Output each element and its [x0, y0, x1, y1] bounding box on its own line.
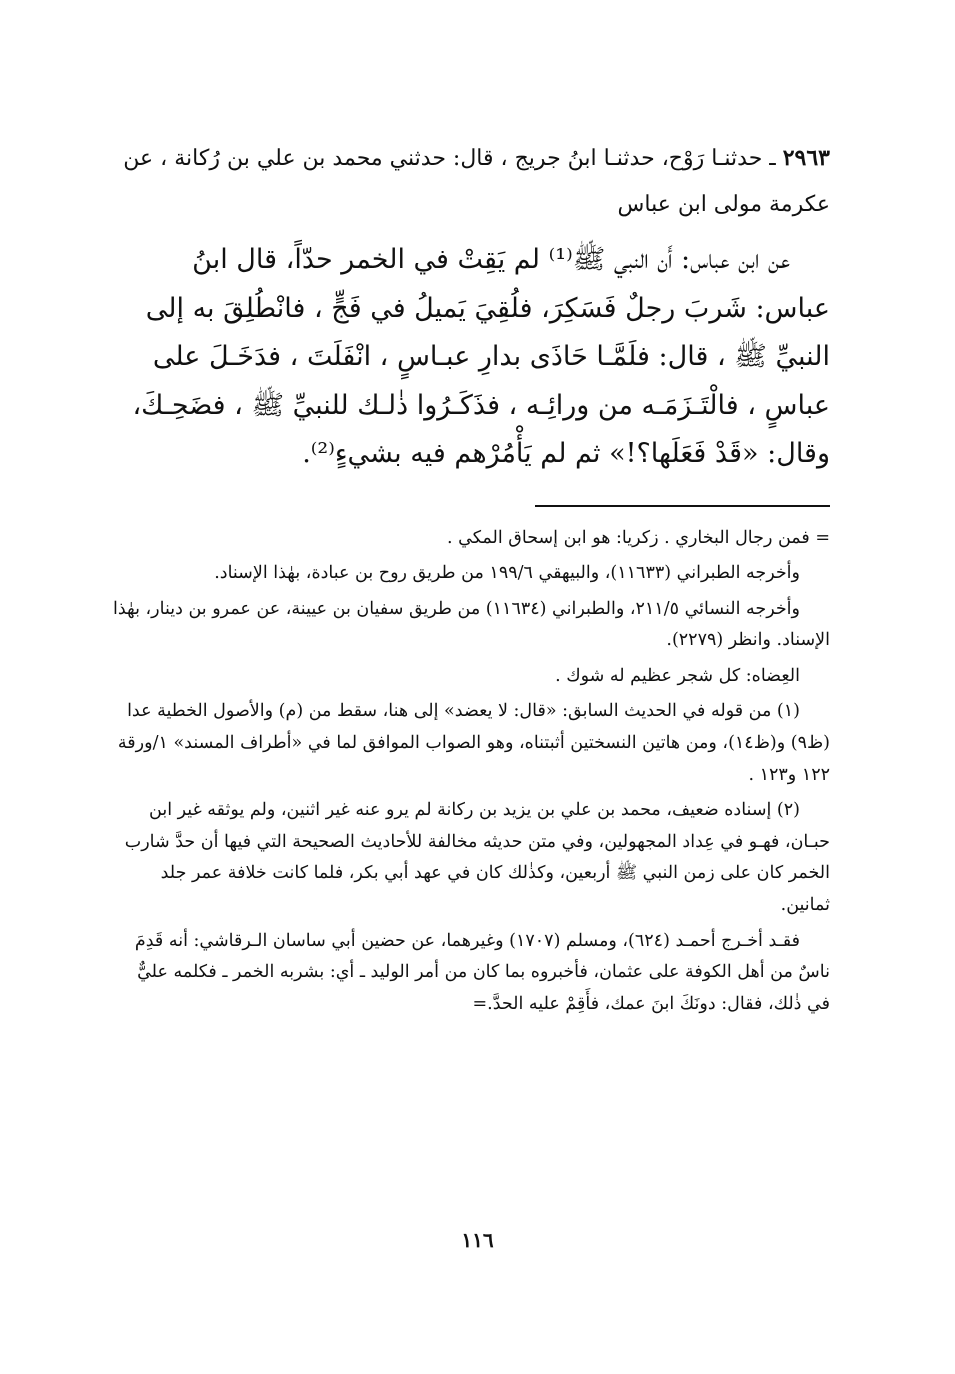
footnote-2-continuation: فقـد أخـرج أحمـد (٦٢٤)، ومسلم (١٧٠٧) وغيرهما، عن حضين أبي ساسان الـرقاشي: أنه قَدِمَ ناسٌ من أهل الكوفة على عثمان، فأخبروه بما كان من أمر الوليد ـ أي: بشربه الخمر ـ فكلمه عليٌّ في ذٰلك، فقال: دونَكَ ابنَ عمك، فأَقِمْ عليه الحدَّ.=: [134, 930, 830, 1014]
footnote-continuation: = فمن رجال البخاري . زكريا: هو ابن إسحاق المكي .: [447, 527, 830, 548]
hadith-matn: عن ابن عباس: أَن النبي ﷺ⁽¹⁾ لم يَقِتْ في الخمر حدّاً، قال ابنُ عباس: شَربَ رجلٌ فَسَكِرَ، فلُقِيَ يَميلُ في فَجٍّ ، فانْطُلِقَ به إلى النبيِّ ﷺ ، قال: فلَمَّـا حَاذَى بدارِ عبـاسٍ ، انْفَلَتَ ، فدَخَـلَ على عباسٍ ، فالْتَـزَمَـه من ورائِـه ، فذَكَـرُوا ذٰلـك للنبيِّ ﷺ ، فضَحِـكَ، وقال: «قَدْ فَعَلَها؟!» ثم لم يَأْمُرْهم فيه بشيءٍ⁽²⁾.: [132, 244, 830, 469]
footnote-gloss: العِضاه: كل شجر عظيم له شوك .: [555, 665, 800, 686]
hadith-header: [110, 135, 830, 228]
footnote-1: (١) من قوله في الحديث السابق: «قال: لا يعضد» إلى هنا، سقط من (م) والأصول الخطية عدا (ظ٩) و(ظ١٤)، ومن هاتين النسختين أثبتناه، وهو الصواب الموافق لما في «أطراف المسند» ١/ورقة ١٢٢ و١٢٣ .: [117, 701, 830, 785]
footnote-takhrij-1: وأخرجه الطبراني (١١٦٣٣)، والبيهقي ١٩٩/٦ من طريق روح بن عبادة، بهٰذا الإسناد.: [214, 563, 800, 584]
footnote-2: (٢) إسناده ضعيف، محمد بن علي بن يزيد بن ركانة لم يرو عنه غير اثنين، ولم يوثقه غير ابن حبـان، فهـو في عِداد المجهولين، وفي متن حديثه مخالفة للأحاديث الصحيحة التي فيها أن حدَّ شارب الخمر كان على زمن النبي ﷺ أربعين، وكذٰلك كان في عهد أبي بكر، فلما كانت خلافة عمر جلد ثمانين.: [124, 800, 830, 916]
page-content: [110, 135, 830, 1024]
footnote-divider-wrap: [110, 479, 830, 523]
hadith-isnad: ـ حدثنـا رَوْح، حدثنـا ابنُ جريج ، قال: حدثني محمد بن علي بن رُكانة ، عن عكرمة مولى ابن عباس: [123, 146, 830, 217]
page-number: ١١٦: [461, 1228, 494, 1252]
hadith-number: ٢٩٦٣: [782, 145, 830, 171]
footnote-divider: [535, 505, 830, 507]
footnote-takhrij-2: وأخرجه النسائي ٢١١/٥، والطبراني (١١٦٣٤) من طريق سفيان بن عيينة، عن عمرو بن دينار، بهٰذا الإسناد. وانظر (٢٢٧٩).: [112, 598, 830, 651]
footnotes: [110, 523, 830, 1021]
